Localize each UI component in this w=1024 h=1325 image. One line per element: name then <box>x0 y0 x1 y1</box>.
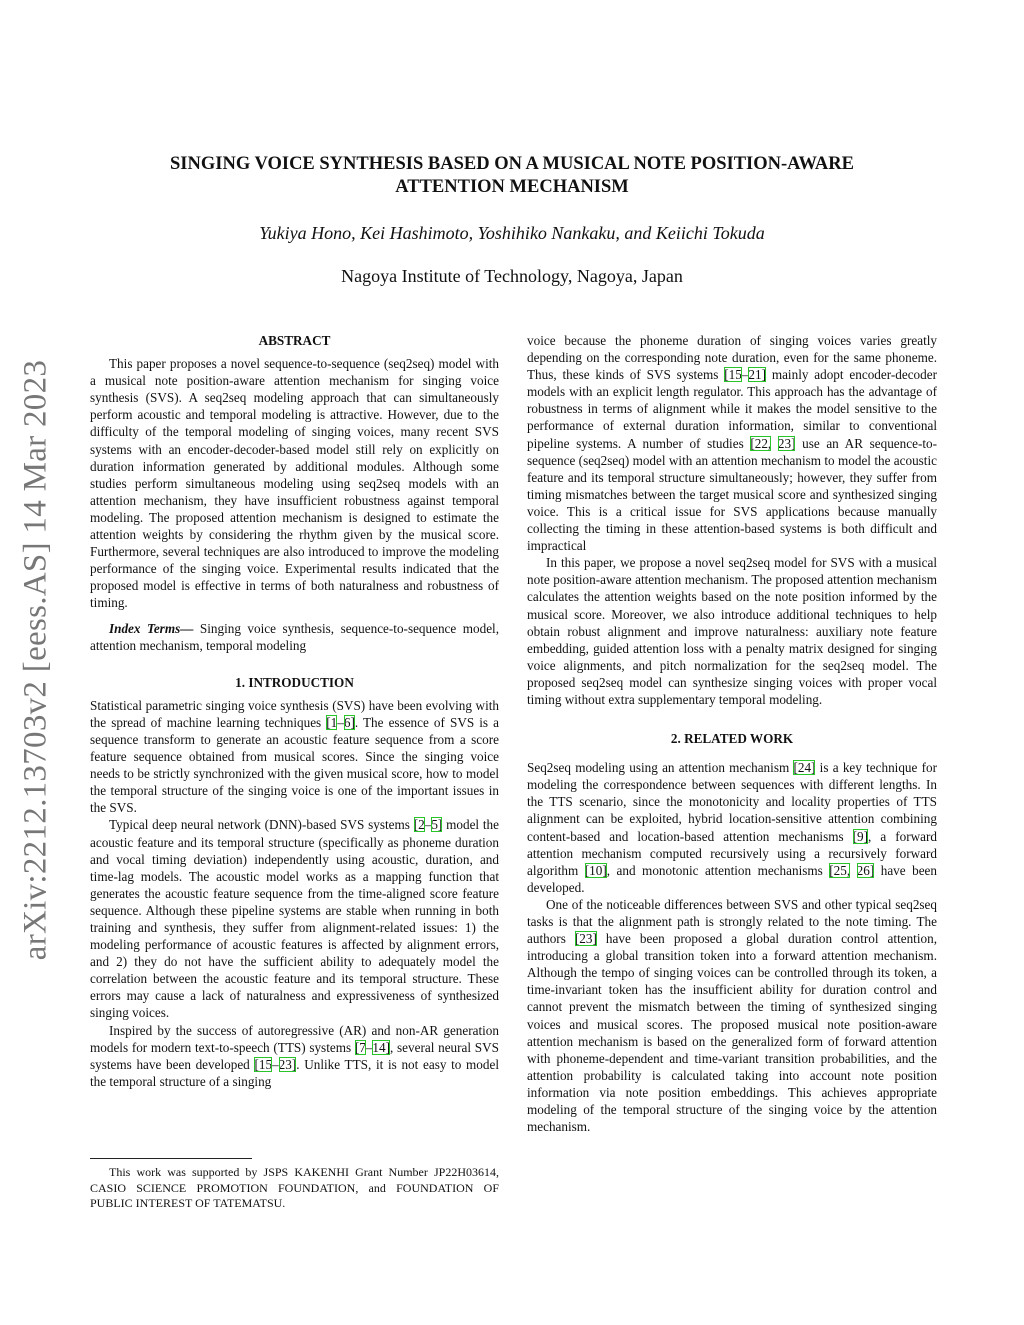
text-run: have been developed. <box>527 862 937 895</box>
intro-heading: 1. INTRODUCTION <box>235 674 354 690</box>
text-run: – <box>741 367 749 383</box>
footnote-text: This work was supported by JSPS KAKENHI Grant Number JP22H03614, CASIO SCIENCE PROMOTION FOUNDATION, and FOUNDATION OF PUBLIC INTEREST OF TATEMATSU. <box>90 1165 499 1210</box>
left-column <box>90 332 499 1090</box>
abstract-text: This paper proposes a novel sequence-to-sequence (seq2seq) model with a musical note position-aware attention mechanism for singing voice synthesis (SVS). A seq2seq modeling approach that can simultaneously perform acoustic and temporal modeling is attractive. However, due to the difficulty of the temporal modeling of singing voices, many recent SVS systems with an encoder-decoder-based model still rely on explicitly on duration information generated by additional modules. Although some studies perform simultaneous modeling using seq2seq models with an attention mechanism, they have insufficient robustness against temporal modeling. The proposed attention mechanism is designed to estimate the attention weights by considering the rhythm given by the musical score. Furthermore, several techniques are also introduced to improve the modeling performance of the singing voice. Experimental results indicated that the proposed model is effective in terms of both naturalness and robustness of timing. <box>90 356 499 611</box>
intro-paragraph-4: In this paper, we propose a novel seq2seq model for SVS with a musical note position-aware attention mechanism. The proposed attention mechanism calculates the attention weights based on the note position informed by the musical score. Moreover, we also introduce additional techniques to help obtain robust alignment and improve naturalness: auxiliary note feature embedding, guided attention loss with a penalty matrix designed for singing voice alignments, and pitch normalization for the seq2seq model. The proposed seq2seq model can synthesize singing voices with proper vocal timing without extra supplementary temporal modeling. <box>527 555 937 707</box>
arxiv-id: arXiv:2212.13703v2 [eess.AS] 14 Mar 2023 <box>17 359 54 961</box>
related-paragraph-1 <box>527 759 937 896</box>
index-terms-label: Index Terms— <box>109 620 194 636</box>
text-run: model the acoustic feature and its temporal structure (specifically as phoneme duration and vocal timing deviation) independently using acoustic, duration, and time-lag models. The acoustic model works as a mapping function that generates the acoustic feature sequence from the time-aligned score feature sequence. Although these pipeline systems are stable when running in both training and synthesis, they suffer from alignment-related issues: 1) the modeling performance of acoustic features is affected by alignment errors, and 2) they do not have the sufficient ability to adequately model the correlation between the acoustic feature and its temporal structure. These errors may cause a lack of naturalness and expressiveness of synthesized singing voices. <box>90 817 499 1021</box>
citation-link[interactable]: [9] <box>852 828 869 844</box>
affiliation: Nagoya Institute of Technology, Nagoya, Japan <box>341 266 683 286</box>
citation-link[interactable]: [2 <box>413 817 425 833</box>
citation-link[interactable]: [10] <box>584 862 607 878</box>
text-run: , several neural SVS systems have been developed <box>90 1039 499 1072</box>
text-run <box>771 436 778 451</box>
citation-link[interactable]: [15 <box>254 1056 273 1072</box>
authors: Yukiya Hono, Kei Hashimoto, Yoshihiko Nankaku, and Keiichi Tokuda <box>259 223 765 243</box>
text-run: – <box>337 714 344 730</box>
right-column <box>527 332 937 1135</box>
text-run: One of the noticeable differences between SVS and other typical seq2seq tasks is that the alignment path is strongly related to the note timing. The authors <box>527 896 937 947</box>
text-run: is a key technique for modeling the correspondence between sequences with different lengths. In the TTS scenario, since the monotonicity and locality properties of TTS alignment can be exploited, hybrid location-sensitive attention combining content-based and location-based attention mechanisms <box>527 760 937 844</box>
intro-paragraph-3-continued <box>527 332 937 554</box>
citation-link[interactable]: 23] <box>777 435 796 451</box>
citation-link[interactable]: 21] <box>748 367 766 383</box>
citation-link[interactable]: [22, <box>750 435 772 451</box>
intro-paragraph-2 <box>90 816 499 1021</box>
index-terms <box>90 620 499 654</box>
index-terms-text: Singing voice synthesis, sequence-to-sequence model, attention mechanism, temporal modeling <box>90 620 500 653</box>
text-run: use an AR sequence-to-sequence (seq2seq) model with an attention mechanism to model the acoustic feature and its temporal structure simultaneously; however, they suffer from timing mismatches between the target musical score and synthesized singing voice. This is a critical issue for SVS applications because manually collecting the timing in these attention-based systems is both difficult and impractical <box>527 435 938 554</box>
citation-link[interactable]: [1 <box>326 714 338 730</box>
citation-link[interactable]: 23] <box>278 1056 297 1072</box>
text-run: Seq2seq modeling using an attention mechanism <box>527 760 794 776</box>
citation-link[interactable]: 5] <box>431 817 443 833</box>
text-run: – <box>365 1039 373 1055</box>
text-run: – <box>272 1056 279 1072</box>
footnote <box>90 1158 499 1212</box>
text-run: , a forward attention mechanism computed recursively using a recursively forward algorithm <box>527 828 937 878</box>
intro-paragraph-3 <box>90 1022 499 1090</box>
text-run: . The essence of SVS is a sequence transform to generate an acoustic feature sequence from a score feature sequence obtained from musical scores. Since the singing voice needs to be strictly synchronized with the given musical score, how to model the temporal structure of the singing voice is one of the important issues in the SVS. <box>90 714 499 816</box>
citation-link[interactable]: [25, <box>829 862 851 878</box>
citation-link[interactable]: 6] <box>343 714 355 730</box>
text-run: Typical deep neural network (DNN)-based SVS systems <box>109 817 414 833</box>
text-run: have been proposed a global duration control attention, introducing a global transition token into a forward attention mechanism. Although the tempo of singing voices can be controlled through its token, a time-invariant token has the insufficient ability for duration control and cannot prevent the mismatch between the timing of synthesized singing voices and musical scores. The proposed musical note position-aware attention mechanism is based on the generalized form of forward attention with phoneme-dependent and time-variant transition probabilities, and the attention probability is calculated taking into account note position information via note position embeddings. This achieves appropriate modeling of the temporal structure of the singing voice by the attention mechanism. <box>527 931 937 1135</box>
text-run: voice because the phoneme duration of singing voices varies greatly depending on the corresponding note duration, even for the same phoneme. Thus, these kinds of SVS systems <box>527 333 937 383</box>
title-line-1: SINGING VOICE SYNTHESIS BASED ON A MUSICAL NOTE POSITION-AWARE <box>170 154 854 174</box>
citation-link[interactable]: [15 <box>724 367 742 383</box>
text-run: Inspired by the success of autoregressive (AR) and non-AR generation models for modern text-to-speech (TTS) systems <box>90 1022 499 1055</box>
title-line-2: ATTENTION MECHANISM <box>395 177 629 197</box>
abstract-heading: ABSTRACT <box>258 333 331 348</box>
text-run: mainly adopt encoder-decoder models with an explicit length regulator. This approach has the advantage of robustness in terms of alignment while it makes the model sensitive to the performance of external duration information, similar to conventional pipeline systems. A number of studies <box>527 367 937 451</box>
citation-link[interactable]: [24] <box>793 760 816 776</box>
text-run: . Unlike TTS, it is not easy to model the temporal structure of a singing <box>90 1056 499 1089</box>
citation-link[interactable]: [23] <box>574 931 597 947</box>
paper-title <box>100 153 924 199</box>
text-run: Statistical parametric singing voice synthesis (SVS) have been evolving with the spread of machine learning techniques <box>90 697 499 730</box>
related-work-heading: 2. RELATED WORK <box>670 731 794 747</box>
arxiv-sidebar-stamp <box>14 340 58 980</box>
text-run: , and monotonic attention mechanisms <box>606 862 830 878</box>
intro-paragraph-1 <box>90 697 499 817</box>
text-run <box>850 863 856 878</box>
citation-link[interactable]: [7 <box>354 1039 366 1055</box>
citation-link[interactable]: 14] <box>372 1039 391 1055</box>
footnote-rule <box>90 1158 252 1159</box>
related-paragraph-2 <box>527 896 937 1135</box>
text-run: – <box>424 817 432 833</box>
citation-link[interactable]: 26] <box>856 862 875 878</box>
